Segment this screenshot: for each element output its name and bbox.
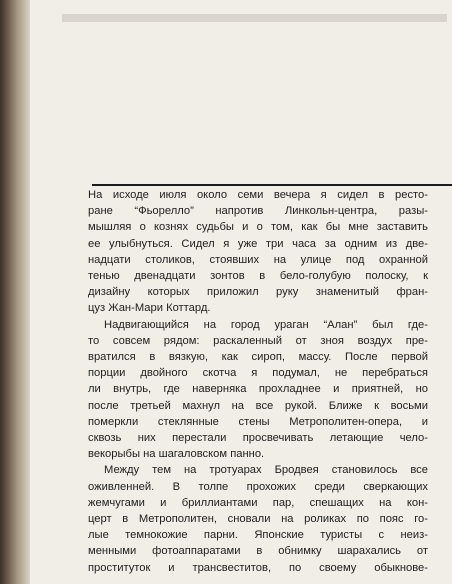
section-rule bbox=[92, 184, 452, 186]
text-line: менными фотоаппаратами в обнимку шарахались от bbox=[88, 545, 428, 558]
text-line: ране “Фьорелло” напротив Линкольн-центра, разы- bbox=[88, 205, 428, 218]
text-line: Между тем на тротуарах Бродвея становилось все bbox=[104, 464, 428, 477]
text-line: ее улыбнуться. Сидел я уже три часа за одним из две- bbox=[88, 237, 428, 250]
text-line: церт в Метрополитен, сновали на роликах по пояс го- bbox=[88, 513, 428, 526]
body-text bbox=[88, 187, 428, 576]
paragraph-2 bbox=[88, 317, 428, 463]
text-line: то совсем рядом: раскаленный от зноя воздух пре- bbox=[88, 334, 428, 347]
text-line: надцати столиков, стоявших на улице под охранной bbox=[88, 253, 428, 266]
text-line: Надвигающийся на город ураган “Алан” был где- bbox=[104, 318, 428, 331]
text-line: цуз Жан-Мари Коттард. bbox=[88, 302, 211, 315]
text-line: лые темнокожие парни. Японские туристы с неиз- bbox=[88, 529, 428, 542]
text-line: жемчугами и бриллиантами пар, спешащих на кон- bbox=[88, 496, 428, 509]
paragraph-3 bbox=[88, 462, 428, 575]
text-line: померкли стеклянные стены Метрополитен-опера, и bbox=[88, 415, 428, 428]
show-through-header bbox=[62, 14, 447, 22]
text-line: тенью двенадцати зонтов в бело-голубую полоску, к bbox=[88, 270, 428, 283]
text-line: оживленней. В толпе прохожих среди сверкающих bbox=[88, 480, 428, 493]
text-line: проституток и трансвеститов, по своему обыкнове- bbox=[88, 561, 428, 574]
show-through-text bbox=[62, 14, 447, 176]
paragraph-1 bbox=[88, 187, 428, 317]
text-line: мышляя о кознях судьбы и о том, как бы мне заставить bbox=[88, 221, 428, 234]
text-line: На исходе июля около семи вечера я сидел в ресто- bbox=[88, 189, 428, 201]
text-line: вратился в вязкую, как сироп, массу. После первой bbox=[88, 351, 428, 364]
text-line: дизайну которых приложил руку знаменитый фран- bbox=[88, 286, 428, 299]
book-gutter-shadow bbox=[0, 0, 30, 584]
text-line: порции двойного скотча я подумал, не перебраться bbox=[88, 367, 428, 380]
text-line: после третьей махнул на все рукой. Ближе к восьми bbox=[88, 399, 428, 412]
text-line: ли внутрь, где наверняка прохладнее и приятней, но bbox=[88, 383, 428, 396]
text-line: векорыбы на шагаловском панно. bbox=[88, 448, 265, 461]
text-line: сквозь них перестали просвечивать летающие чело- bbox=[88, 432, 428, 445]
